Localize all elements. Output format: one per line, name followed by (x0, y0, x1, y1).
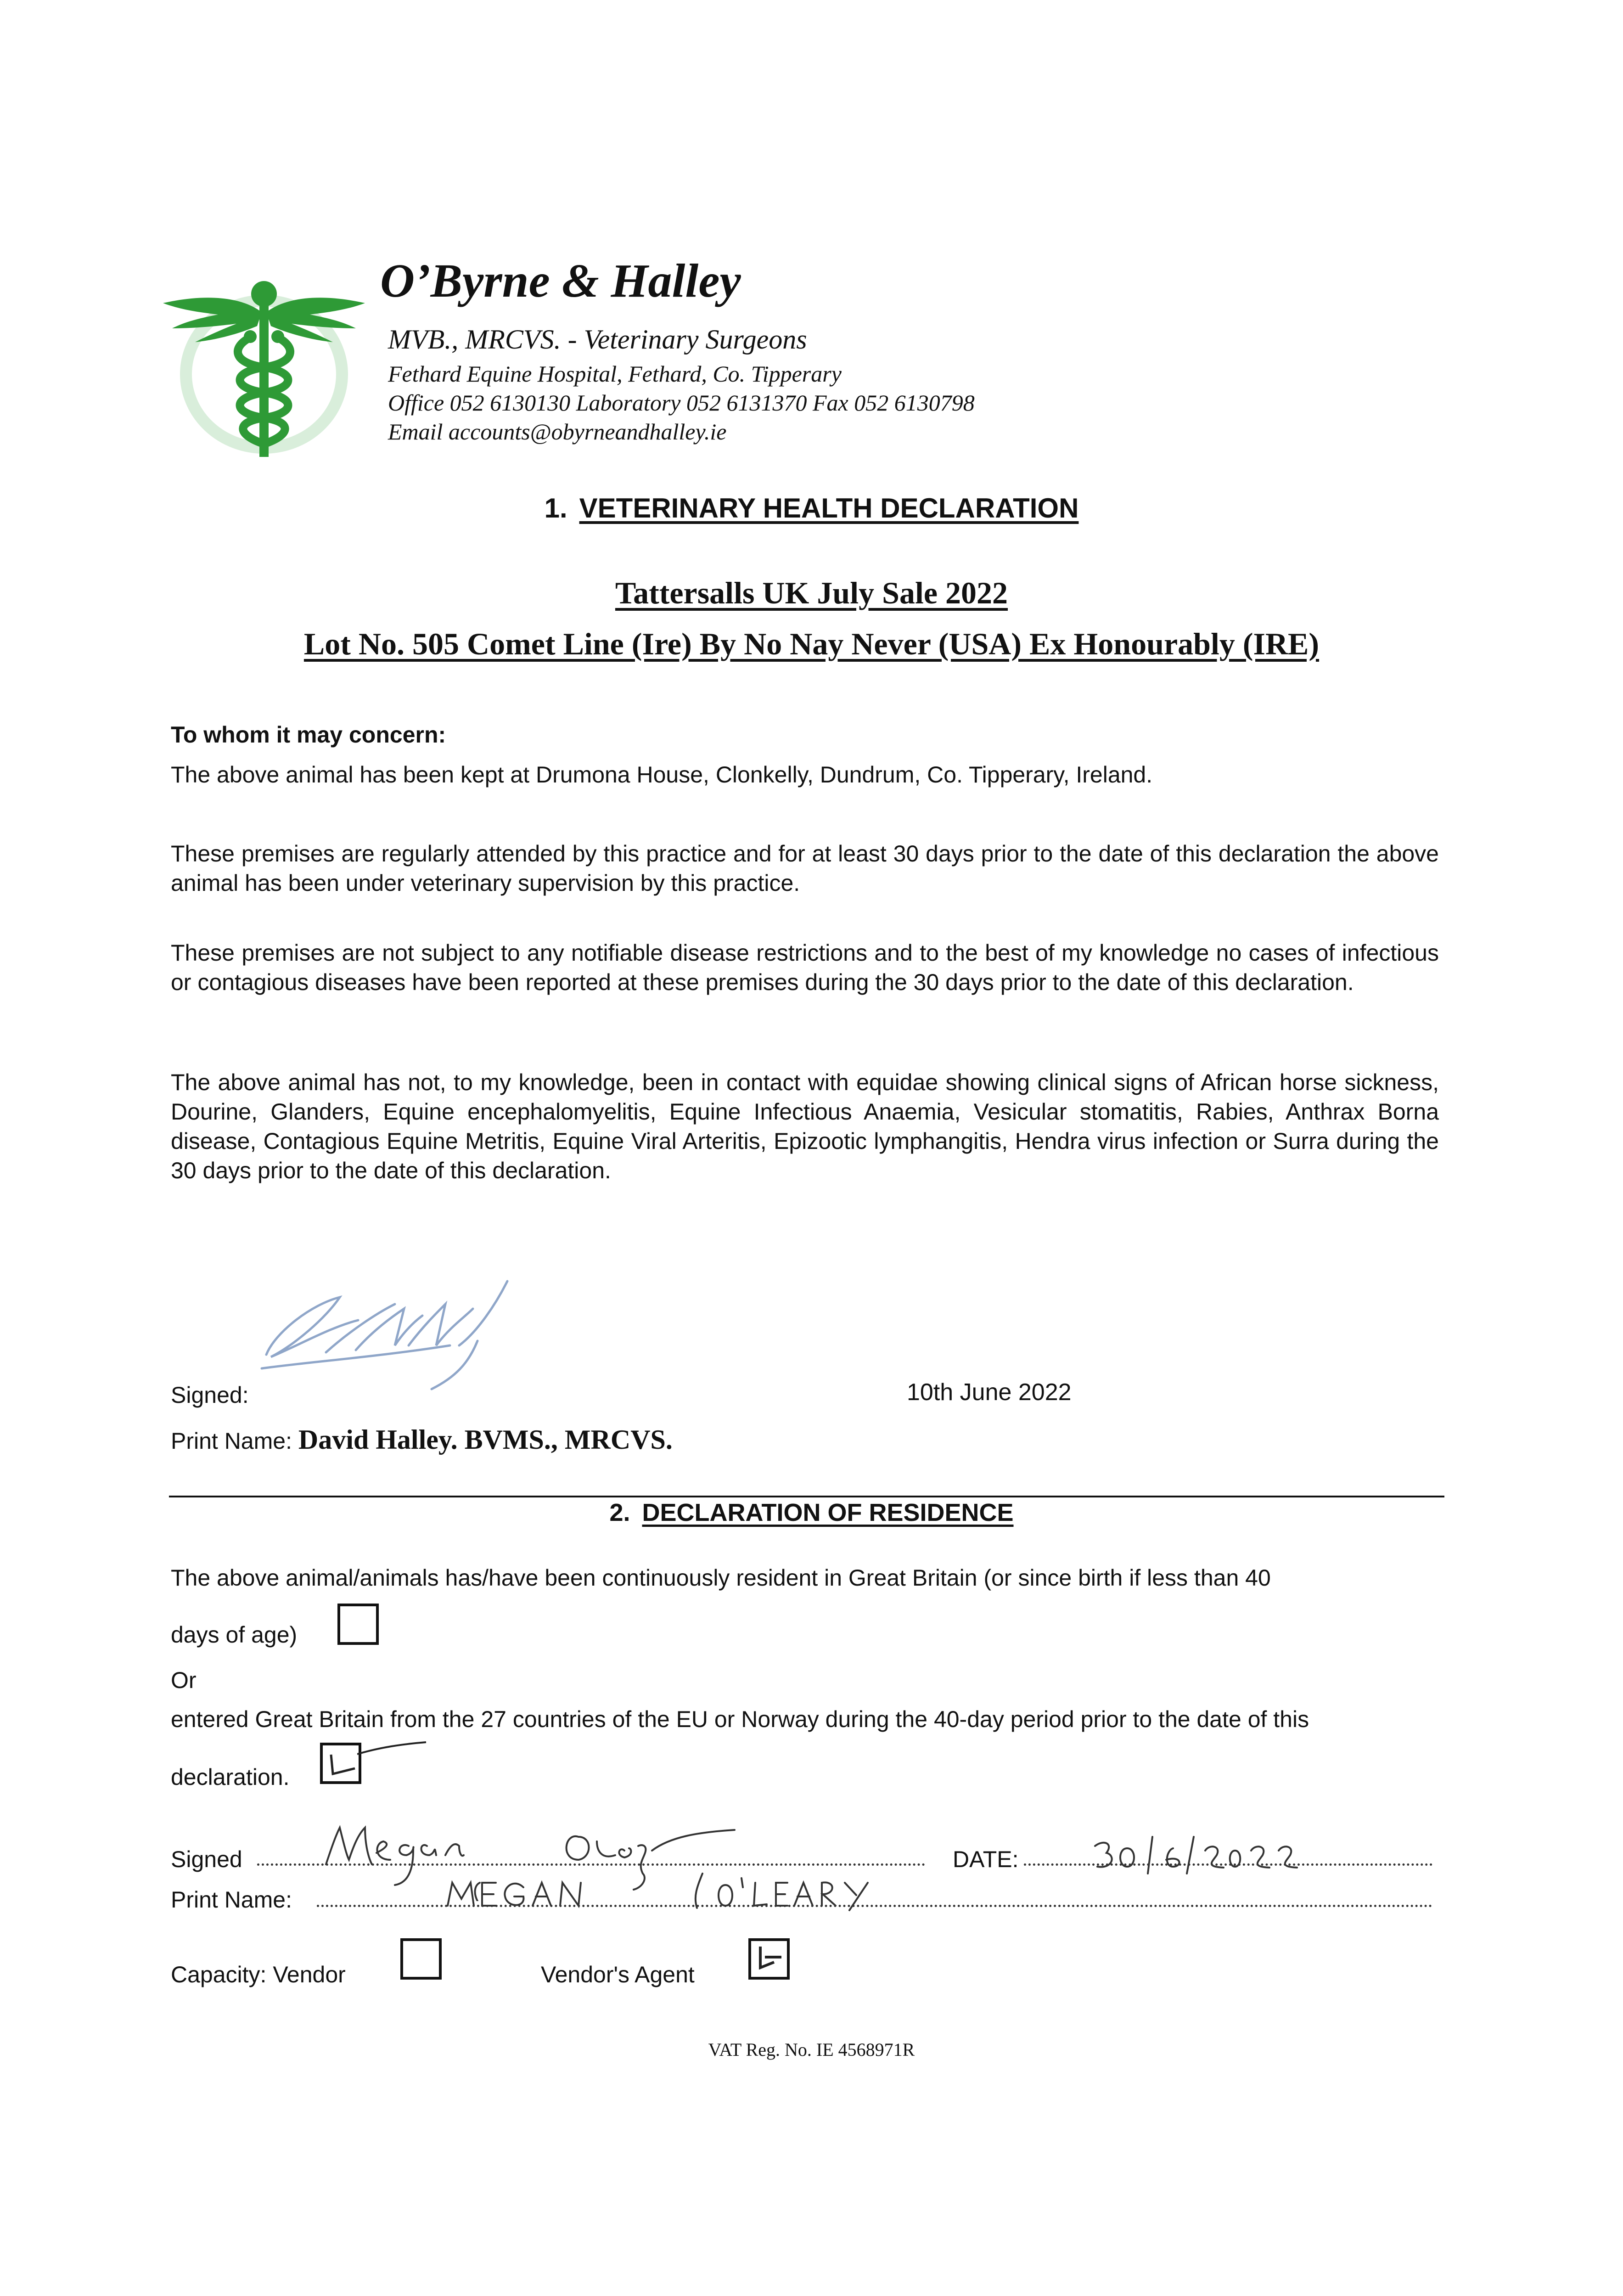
salutation: To whom it may concern: (171, 722, 446, 748)
lot-title: Lot No. 505 Comet Line (Ire) By No Nay Never (USA) Ex Honourably (IRE) (303, 626, 1320, 661)
paragraph-supervision: These premises are regularly attended by this practice and for at least 30 days prior to the date of this declaration the above animal has been under veterinary supervision by this practice. (171, 841, 1439, 896)
vendor-agent-label: Vendor's Agent (541, 1962, 695, 1987)
date-dotted-line (1024, 1863, 1432, 1866)
entered-text-line1: entered Great Britain from the 27 countries of the EU or Norway during the 40-day period prior to the date of this (171, 1706, 1309, 1732)
entered-check-mark-icon (323, 1745, 359, 1781)
paragraph-premises: The above animal has been kept at Drumona House, Clonkelly, Dundrum, Co. Tipperary, Ireland. (171, 762, 1153, 788)
firm-email: Email accounts@obyrneandhalley.ie (388, 419, 727, 445)
section2-heading (0, 1498, 1623, 1527)
sale-title: Tattersalls UK July Sale 2022 (615, 575, 1008, 610)
entered-check-stroke (357, 1740, 431, 1759)
section2-print-name-label: Print Name: (171, 1887, 292, 1913)
vat-number: VAT Reg. No. IE 4568971R (708, 2039, 915, 2060)
section1-number: 1. (544, 493, 567, 523)
or-label: Or (171, 1667, 197, 1693)
firm-hospital: Fethard Equine Hospital, Fethard, Co. Tipperary (388, 361, 842, 387)
vendor-agent-checkbox[interactable] (748, 1938, 790, 1980)
section1-title: VETERINARY HEALTH DECLARATION (579, 493, 1079, 523)
section2-title: DECLARATION OF RESIDENCE (642, 1499, 1014, 1526)
firm-name: O’Byrne & Halley (380, 254, 741, 307)
section1-heading (0, 492, 1623, 524)
paragraph-restrictions: These premises are not subject to any notifiable disease restrictions and to the best of my knowledge no cases of infectious or contagious diseases have been reported at these premises during the 30 days prior to the date of this declaration. (171, 940, 1439, 995)
section2-number: 2. (609, 1499, 630, 1526)
vendor-signature (321, 1809, 762, 1901)
section-divider (169, 1496, 1444, 1497)
section2-date-label: DATE: (953, 1846, 1019, 1872)
capacity-vendor-label: Capacity: Vendor (171, 1962, 346, 1987)
section1-print-name-row (171, 1425, 673, 1456)
section1-signed-label: Signed: (171, 1382, 249, 1408)
agent-check-mark-icon (751, 1941, 787, 1977)
vet-signature (257, 1277, 514, 1396)
section1-print-name: David Halley. BVMS., MRCVS. (298, 1424, 673, 1455)
caduceus-logo-icon (163, 269, 374, 461)
firm-qualifications: MVB., MRCVS. - Veterinary Surgeons (388, 324, 807, 355)
handwritten-date (1093, 1835, 1322, 1876)
firm-phones: Office 052 6130130 Laboratory 052 6131370 Fax 052 6130798 (388, 390, 975, 416)
resident-text-line2: days of age) (171, 1622, 298, 1648)
resident-text-line1: The above animal/animals has/have been continuously resident in Great Britain (or since birth if less than 40 (171, 1565, 1271, 1591)
signed-dotted-line (257, 1863, 925, 1866)
section2-signed-label: Signed (171, 1846, 242, 1872)
section1-date: 10th June 2022 (907, 1379, 1072, 1406)
print-name-dotted-line (317, 1905, 1432, 1907)
section1-print-name-label: Print Name: (171, 1428, 292, 1454)
entered-text-line2: declaration. (171, 1764, 290, 1790)
vendor-checkbox[interactable] (400, 1938, 442, 1980)
paragraph-diseases: The above animal has not, to my knowledge, been in contact with equidae showing clinical signs of African horse sickness, Dourine, Glanders, Equine encephalomyelitis, Equine Infectious Anaemia, Vesicular stomatitis, Rabies, Anthrax Borna disease, Contagious Equine Metritis, Equine Viral Arteritis, Epizootic lymphangitis, Hendra virus infection or Surra during the 30 days prior to the date of this declaration. (171, 1069, 1439, 1183)
resident-checkbox[interactable] (337, 1604, 379, 1645)
entered-checkbox[interactable] (320, 1743, 361, 1784)
